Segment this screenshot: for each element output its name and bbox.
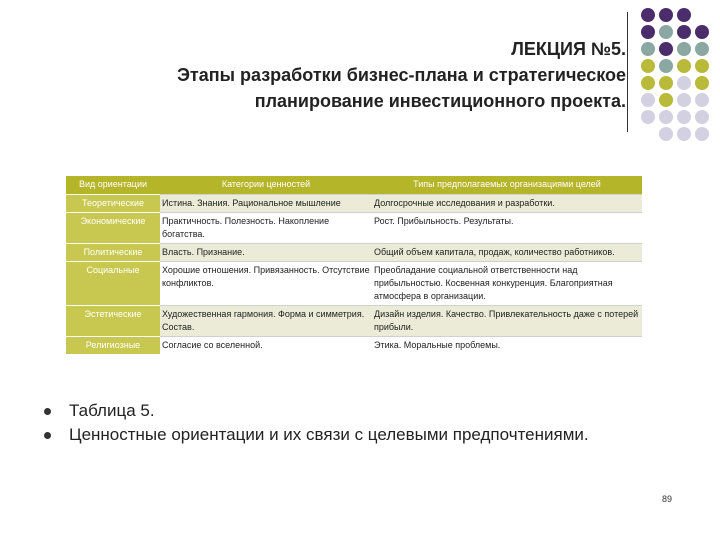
title-divider (627, 12, 628, 132)
values-cell: Согласие со вселенной. (160, 337, 372, 355)
decorative-dot (677, 59, 691, 73)
decorative-dot (677, 93, 691, 107)
decorative-dot (641, 93, 655, 107)
table-header-row (66, 176, 642, 195)
title-line: ЛЕКЦИЯ №5. (511, 39, 626, 59)
values-cell: Хорошие отношения. Привязанность. Отсутствие конфликтов. (160, 262, 372, 306)
title-line: планирование инвестиционного проекта. (254, 91, 626, 111)
decorative-dot (641, 42, 655, 56)
goals-cell: Долгосрочные исследования и разработки. (372, 195, 642, 213)
bullet-list (44, 399, 589, 447)
decorative-dot (659, 8, 673, 22)
bullet-text: Таблица 5. (69, 401, 155, 420)
decorative-dot (659, 110, 673, 124)
decorative-dot (677, 25, 691, 39)
table-row (66, 262, 642, 306)
values-cell: Практичность. Полезность. Накопление богатства. (160, 213, 372, 244)
decorative-dot (641, 110, 655, 124)
orientation-cell: Религиозные (66, 337, 160, 355)
decorative-dot (677, 127, 691, 141)
list-item (44, 399, 589, 423)
decorative-dot (659, 25, 673, 39)
title-line: Этапы разработки бизнес-плана и стратегическое (177, 65, 626, 85)
orientation-cell: Политические (66, 244, 160, 262)
table-row (66, 213, 642, 244)
goals-cell: Этика. Моральные проблемы. (372, 337, 642, 355)
table-row (66, 337, 642, 355)
decorative-dot-grid (641, 8, 716, 148)
decorative-dot (695, 127, 709, 141)
decorative-dot (659, 93, 673, 107)
decorative-dot (695, 76, 709, 90)
decorative-dot (677, 42, 691, 56)
values-cell: Истина. Знания. Рациональное мышление (160, 195, 372, 213)
bullet-icon (44, 408, 51, 415)
goals-cell: Дизайн изделия. Качество. Привлекательность даже с потерей прибыли. (372, 306, 642, 337)
decorative-dot (641, 59, 655, 73)
goals-cell: Преобладание социальной ответственности над прибыльностью. Косвенная конкуренция. Благоприятная атмосфера в организации. (372, 262, 642, 306)
table-header-cell: Категории ценностей (160, 176, 372, 195)
decorative-dot (641, 25, 655, 39)
decorative-dot (695, 59, 709, 73)
list-item (44, 423, 589, 447)
bullet-icon (44, 432, 51, 439)
values-cell: Художественная гармония. Форма и симметрия. Состав. (160, 306, 372, 337)
table-row (66, 244, 642, 262)
decorative-dot (677, 8, 691, 22)
table-row (66, 306, 642, 337)
decorative-dot (641, 8, 655, 22)
value-orientation-table (66, 176, 642, 354)
decorative-dot (659, 127, 673, 141)
table-row (66, 195, 642, 213)
decorative-dot (695, 42, 709, 56)
orientation-cell: Эстетические (66, 306, 160, 337)
decorative-dot (677, 76, 691, 90)
decorative-dot (659, 76, 673, 90)
goals-cell: Общий объем капитала, продаж, количество работников. (372, 244, 642, 262)
decorative-dot (695, 93, 709, 107)
bullet-text: Ценностные ориентации и их связи с целевыми предпочтениями. (69, 425, 589, 444)
orientation-cell: Социальные (66, 262, 160, 306)
slide-title (66, 36, 626, 114)
decorative-dot (695, 110, 709, 124)
decorative-dot (659, 42, 673, 56)
table-header-cell: Типы предполагаемых организациями целей (372, 176, 642, 195)
page-number: 89 (662, 494, 673, 504)
values-cell: Власть. Признание. (160, 244, 372, 262)
decorative-dot (677, 110, 691, 124)
decorative-dot (695, 25, 709, 39)
orientation-cell: Теоретические (66, 195, 160, 213)
decorative-dot (659, 59, 673, 73)
goals-cell: Рост. Прибыльность. Результаты. (372, 213, 642, 244)
orientation-cell: Экономические (66, 213, 160, 244)
table-header-cell: Вид ориентации (66, 176, 160, 195)
decorative-dot (641, 76, 655, 90)
